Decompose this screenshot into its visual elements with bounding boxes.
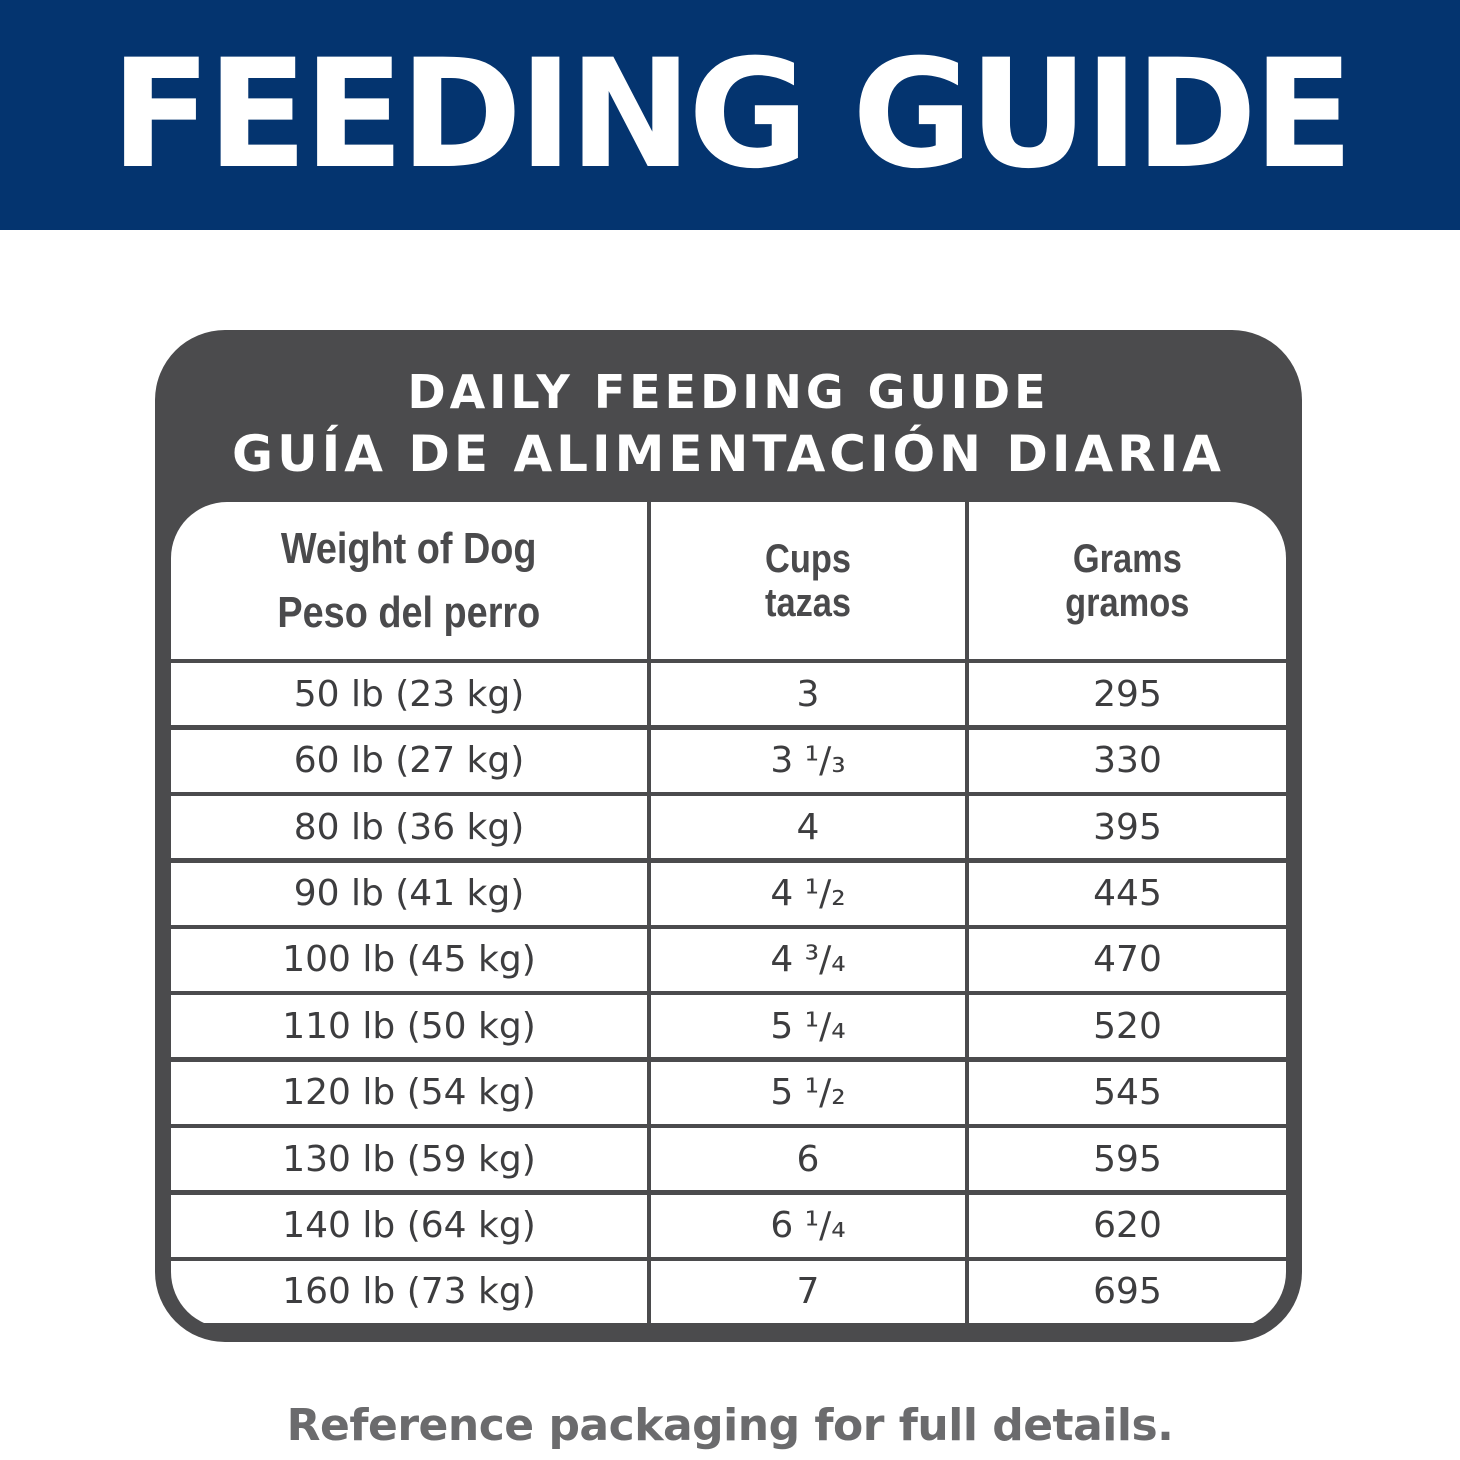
table-cell-grams bbox=[969, 1261, 1286, 1323]
cell-grams-value: 620 bbox=[1093, 1205, 1162, 1247]
cell-grams-value: 330 bbox=[1093, 740, 1162, 782]
table-cell-weight bbox=[171, 796, 647, 858]
cell-grams-value: 395 bbox=[1093, 806, 1162, 848]
guide-title bbox=[155, 330, 1302, 502]
cell-cups-value: 4 ³/₄ bbox=[770, 939, 846, 981]
table-cell-weight bbox=[171, 863, 647, 925]
cell-grams-value: 470 bbox=[1093, 939, 1162, 981]
cell-cups-value: 7 bbox=[796, 1271, 820, 1313]
table-cell-grams bbox=[969, 796, 1286, 858]
cell-weight-value: 110 lb (50 kg) bbox=[282, 1005, 536, 1047]
header-cups-es: tazas bbox=[764, 580, 852, 625]
cell-cups-value: 3 bbox=[796, 673, 820, 715]
cell-cups-value: 5 ¹/₂ bbox=[770, 1072, 846, 1114]
cell-weight-value: 90 lb (41 kg) bbox=[293, 873, 525, 915]
header-cups bbox=[651, 502, 965, 659]
cell-cups-value: 5 ¹/₄ bbox=[770, 1005, 846, 1047]
cell-weight-value: 60 lb (27 kg) bbox=[293, 740, 525, 782]
cell-weight-value: 130 lb (59 kg) bbox=[282, 1138, 536, 1180]
cell-grams-value: 595 bbox=[1093, 1138, 1162, 1180]
table-cell-weight bbox=[171, 1128, 647, 1190]
cell-weight-value: 140 lb (64 kg) bbox=[282, 1205, 536, 1247]
cell-grams-value: 295 bbox=[1093, 673, 1162, 715]
feeding-table-grid bbox=[171, 502, 1286, 1323]
table-cell-weight bbox=[171, 1261, 647, 1323]
table-cell-cups bbox=[651, 730, 965, 792]
feeding-guide-card bbox=[155, 330, 1302, 1342]
header-grams-es: gramos bbox=[1065, 580, 1190, 625]
table-cell-cups bbox=[651, 995, 965, 1057]
table-cell-cups bbox=[651, 929, 965, 991]
table-cell-grams bbox=[969, 995, 1286, 1057]
table-cell-grams bbox=[969, 1062, 1286, 1124]
table-cell-cups bbox=[651, 1128, 965, 1190]
header-grams bbox=[969, 502, 1286, 659]
cell-grams-value: 545 bbox=[1093, 1072, 1162, 1114]
guide-title-en: DAILY FEEDING GUIDE bbox=[407, 365, 1050, 419]
table-cell-grams bbox=[969, 1195, 1286, 1257]
cell-weight-value: 50 lb (23 kg) bbox=[293, 673, 525, 715]
guide-title-es: GUÍA DE ALIMENTACIÓN DIARIA bbox=[232, 425, 1225, 483]
table-cell-cups bbox=[651, 1261, 965, 1323]
table-cell-cups bbox=[651, 1195, 965, 1257]
table-cell-grams bbox=[969, 663, 1286, 725]
table-cell-weight bbox=[171, 995, 647, 1057]
footer-note: Reference packaging for full details. bbox=[286, 1400, 1174, 1451]
cell-cups-value: 3 ¹/₃ bbox=[770, 740, 846, 782]
header-weight-en: Weight of Dog bbox=[281, 523, 537, 573]
table-cell-weight bbox=[171, 663, 647, 725]
cell-grams-value: 695 bbox=[1093, 1271, 1162, 1313]
cell-cups-value: 4 ¹/₂ bbox=[770, 873, 846, 915]
table-cell-cups bbox=[651, 796, 965, 858]
cell-grams-value: 520 bbox=[1093, 1005, 1162, 1047]
table-cell-grams bbox=[969, 1128, 1286, 1190]
cell-weight-value: 80 lb (36 kg) bbox=[293, 806, 525, 848]
cell-weight-value: 100 lb (45 kg) bbox=[282, 939, 536, 981]
header-weight-es: Peso del perro bbox=[277, 587, 541, 637]
header-weight bbox=[171, 502, 647, 659]
page-title: FEEDING GUIDE bbox=[110, 28, 1350, 202]
cell-grams-value: 445 bbox=[1093, 873, 1162, 915]
cell-weight-value: 160 lb (73 kg) bbox=[282, 1271, 536, 1313]
table-cell-grams bbox=[969, 929, 1286, 991]
table-cell-cups bbox=[651, 1062, 965, 1124]
cell-cups-value: 6 bbox=[796, 1138, 820, 1180]
table-cell-weight bbox=[171, 1062, 647, 1124]
cell-cups-value: 4 bbox=[796, 806, 820, 848]
table-cell-weight bbox=[171, 929, 647, 991]
table-cell-grams bbox=[969, 730, 1286, 792]
header-grams-en: Grams bbox=[1072, 536, 1183, 581]
header-cups-en: Cups bbox=[765, 536, 851, 581]
cell-cups-value: 6 ¹/₄ bbox=[770, 1205, 846, 1247]
header-banner bbox=[0, 0, 1460, 230]
table-cell-weight bbox=[171, 1195, 647, 1257]
table-cell-cups bbox=[651, 863, 965, 925]
table-cell-weight bbox=[171, 730, 647, 792]
cell-weight-value: 120 lb (54 kg) bbox=[282, 1072, 536, 1114]
feeding-table bbox=[171, 502, 1286, 1328]
table-cell-grams bbox=[969, 863, 1286, 925]
table-cell-cups bbox=[651, 663, 965, 725]
